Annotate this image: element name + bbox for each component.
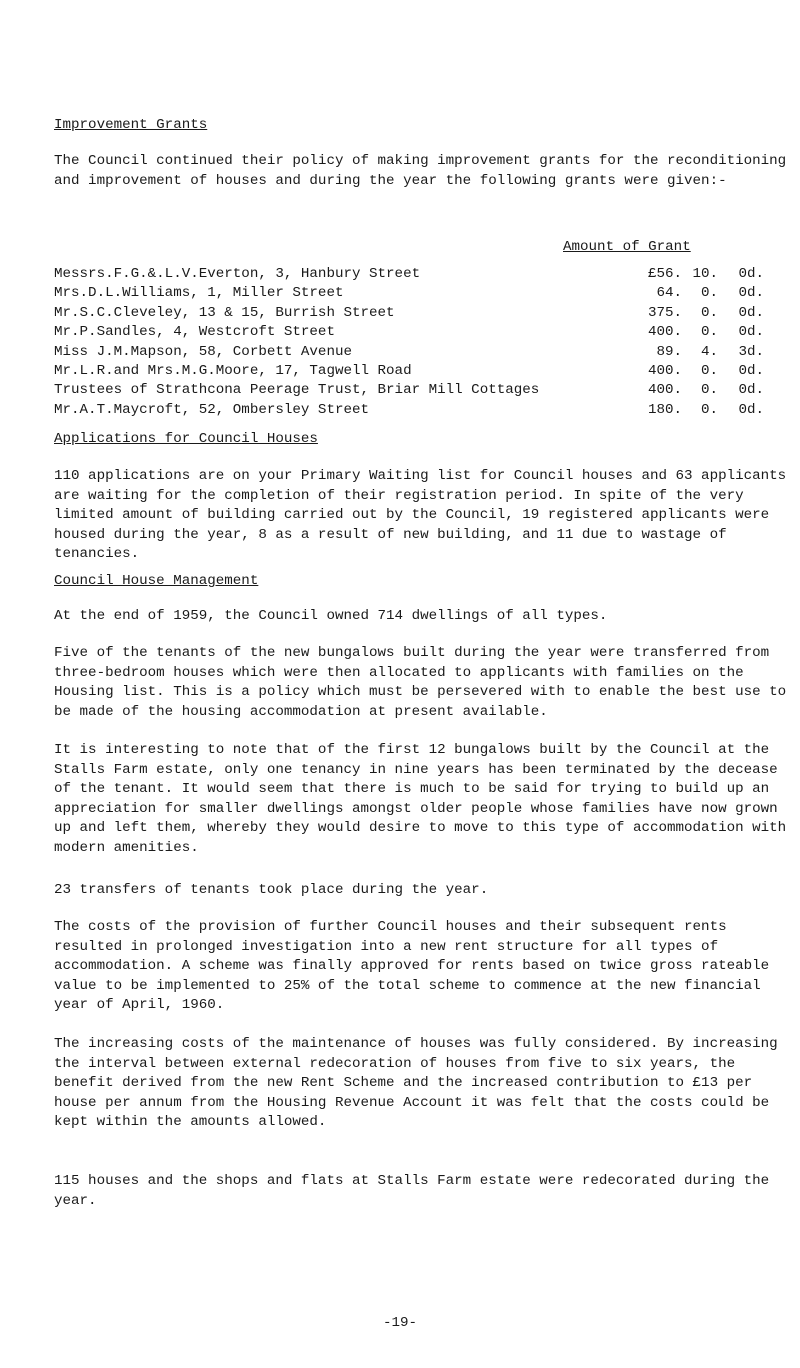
grant-pence: 0d. — [738, 304, 764, 321]
grant-shillings: 0. — [700, 304, 718, 321]
grants-list — [54, 265, 794, 420]
grant-shillings: 0. — [700, 401, 718, 418]
grant-shillings: 0. — [700, 285, 718, 302]
grant-pounds: 375. — [647, 304, 682, 321]
applications-paragraph: 110 applications are on your Primary Waiting list for Council houses and 63 applicants are waiting for the completion of their registration period. In spite of the very limited amount of building carried out by the Council, 19 registered applicants were housed during the year, 8 as a result of new building, and 11 due to wastage of tenancies. — [54, 468, 795, 563]
grant-row — [54, 401, 794, 420]
grant-shillings: 0. — [700, 382, 718, 399]
grant-pounds: 89. — [656, 343, 682, 360]
grant-pounds: £56. — [647, 266, 682, 282]
grant-row — [54, 265, 794, 284]
grant-recipient: Mr.A.T.Maycroft, 52, Ombersley Street — [54, 401, 370, 418]
grant-shillings: 0. — [700, 324, 718, 341]
grant-pence: 0d. — [738, 382, 764, 399]
grant-pence: 0d. — [738, 266, 764, 282]
grant-recipient: Mr.L.R.and Mrs.M.G.Moore, 17, Tagwell Road — [54, 362, 412, 379]
grant-recipient: Messrs.F.G.&.L.V.Everton, 3, Hanbury Street — [54, 266, 421, 282]
grant-pounds: 64. — [656, 285, 682, 302]
grant-pence: 0d. — [738, 362, 764, 379]
management-paragraph: It is interesting to note that of the first 12 bungalows built by the Council at the Stalls Farm estate, only one tenancy in nine years has been terminated by the decease of the tenant. It would seem that there is much to be said for trying to build up an appreciation for smaller dwellings amongst older people whose families have now grown up and left them, whereby they would desire to move to this type of accommodation with modern amenities. — [54, 742, 795, 856]
grant-pounds: 400. — [647, 362, 682, 379]
grant-pounds: 180. — [647, 401, 682, 418]
grant-recipient: Mr.P.Sandles, 4, Westcroft Street — [54, 324, 335, 341]
amount-of-grant-header: Amount of Grant — [563, 239, 691, 255]
grant-pence: 0d. — [738, 324, 764, 341]
management-paragraph: Five of the tenants of the new bungalows built during the year were transferred from three-bedroom houses which were then allocated to applicants with families on the Housing list. This is a policy which must be persevered with to enable the best use to be made of the housing accommodation at present available. — [54, 645, 795, 720]
grant-row — [54, 323, 794, 342]
grant-row — [54, 362, 794, 381]
grant-row — [54, 381, 794, 400]
management-paragraph: The costs of the provision of further Council houses and their subsequent rents resulted in prolonged investigation into a new rent structure for all types of accommodation. A scheme was finally approved for rents based on twice gross rateable value to be implemented to 25% of the total scheme to commence at the new financial year of April, 1960. — [54, 919, 778, 1014]
grant-shillings: 4. — [700, 343, 718, 360]
grant-recipient: Trustees of Strathcona Peerage Trust, Briar Mill Cottages — [54, 382, 540, 399]
grant-pence: 0d. — [738, 285, 764, 302]
management-paragraph: At the end of 1959, the Council owned 714 dwellings of all types. — [54, 608, 608, 624]
grant-pence: 3d. — [738, 343, 764, 360]
management-paragraph: 23 transfers of tenants took place during the year. — [54, 882, 489, 898]
improvement-grants-intro: The Council continued their policy of making improvement grants for the reconditioning and improvement of houses and during the year the following grants were given:- — [54, 153, 795, 189]
grant-shillings: 10. — [692, 266, 718, 282]
grant-recipient: Miss J.M.Mapson, 58, Corbett Avenue — [54, 343, 352, 360]
grant-row — [54, 304, 794, 323]
applications-heading: Applications for Council Houses — [54, 431, 318, 447]
grant-pounds: 400. — [647, 382, 682, 399]
grant-recipient: Mr.S.C.Cleveley, 13 & 15, Burrish Street — [54, 304, 395, 321]
grant-row — [54, 343, 794, 362]
grant-shillings: 0. — [700, 362, 718, 379]
management-paragraph: 115 houses and the shops and flats at Stalls Farm estate were redecorated during the year. — [54, 1173, 778, 1209]
grant-recipient: Mrs.D.L.Williams, 1, Miller Street — [54, 285, 344, 302]
improvement-grants-heading: Improvement Grants — [54, 117, 208, 133]
grant-pounds: 400. — [647, 324, 682, 341]
grant-pence: 0d. — [738, 401, 764, 418]
management-heading: Council House Management — [54, 573, 259, 589]
management-paragraph: The increasing costs of the maintenance of houses was fully considered. By increasing the interval between external redecoration of houses from five to six years, the benefit derived from the new Rent Scheme and the increased contribution to £13 per house per annum from the Housing Revenue Account it was felt that the costs could be kept within the amounts allowed. — [54, 1036, 787, 1131]
grant-row — [54, 284, 794, 303]
page-number: -19- — [382, 1315, 418, 1331]
